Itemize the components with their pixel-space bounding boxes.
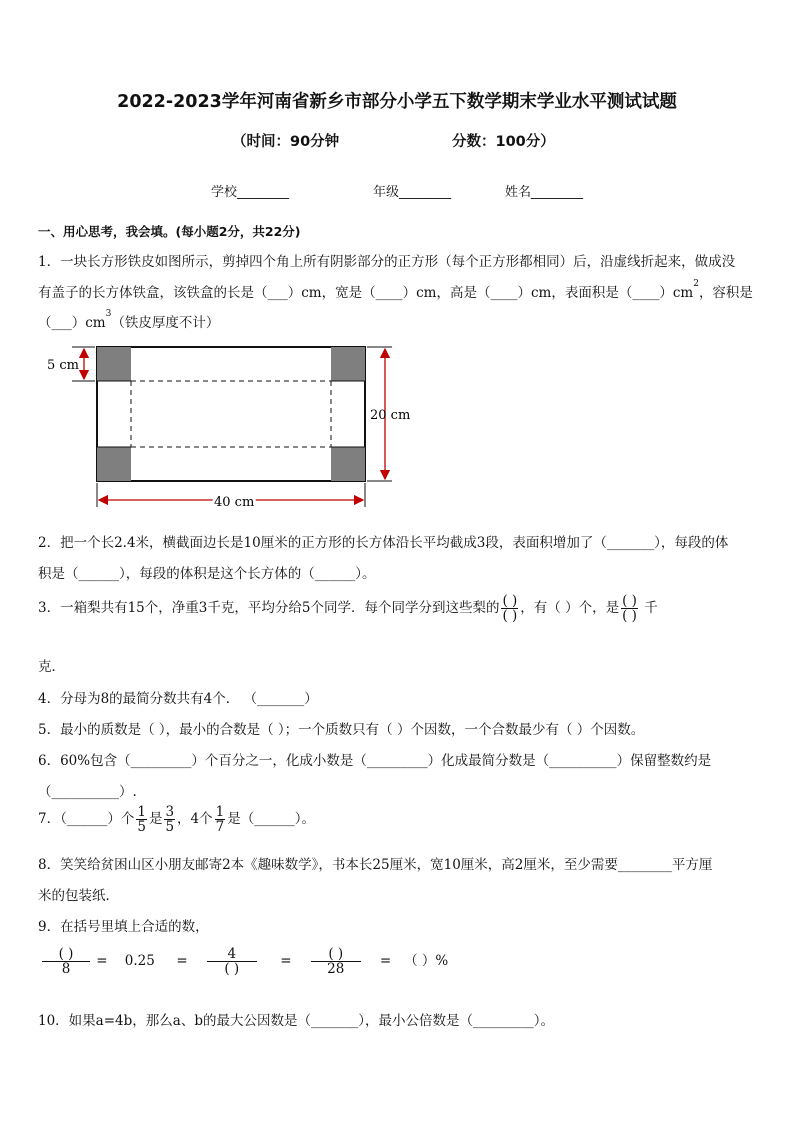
sheet-outline xyxy=(97,347,365,481)
section-heading: 一、用心思考，我会填。(每小题2分，共22分) xyxy=(38,224,301,239)
label-40cm: 40 cm xyxy=(214,495,255,510)
q3-fraction-blank: $\frac{( )}{( )}$ xyxy=(502,593,518,624)
q10: 10．如果a=4b，那么a、b的最大公因数是（_______），最小公倍数是（_________）。 xyxy=(38,1013,554,1029)
q3-line2: 克． xyxy=(38,659,65,675)
q1-line2: 有盖子的长方体铁盒，该铁盒的长是（___）cm，宽是（____）cm，高是（____）cm，表面积是$(\_\_\_\_)cm^2$，容积是 xyxy=(38,279,753,301)
corner-square xyxy=(97,447,131,481)
q5: 5．最小的质数是（ ），最小的合数是（ ）；一个质数只有（ ）个因数，一个合数最少有（ ）个因数。 xyxy=(38,722,645,738)
exam-time: （时间：90分钟 xyxy=(232,134,340,150)
corner-square xyxy=(97,347,131,381)
q1-line1: 1．一块长方形铁皮如图所示，剪掉四个角上所有阴影部分的正方形（每个正方形都相同）后，沿虚线折起来，做成没 xyxy=(38,254,736,270)
q9-line1: 9．在括号里填上合适的数， xyxy=(38,919,209,935)
exam-score: 分数：100分） xyxy=(452,134,555,150)
q2-line1: 2．把一个长2.4米，横截面边长是10厘米的正方形的长方体沿长平均截成3段，表面积增加了（_______），每段的体 xyxy=(38,535,729,551)
school-field: 学校________ xyxy=(211,185,290,200)
corner-square xyxy=(331,447,365,481)
name-field: 姓名________ xyxy=(505,185,584,200)
label-20cm: 20 cm xyxy=(370,408,411,423)
label-5cm: 5 cm xyxy=(47,358,80,373)
q3-fraction-blank: $\frac{( )}{( )}$ xyxy=(622,593,637,624)
q6-line2: （__________）. xyxy=(38,784,137,800)
q3-line1: 3．一箱梨共有15个，净重3千克，平均分给5个同学．每个同学分到这些梨的 $\frac{( )}{( )}$ ，有（ ）个，是 $\frac{( )}{( )}$ 千 xyxy=(38,593,658,624)
q9-equation: $\frac{( )}{8}$ = 0.25 = $\frac{4}{( )}$ = $\frac{( )}{28}$ = （ ）% xyxy=(40,947,448,976)
page-title: 2022-2023学年河南省新乡市部分小学五下数学期末学业水平测试试题 xyxy=(117,92,677,112)
q1-line3: $(\_\_\_)cm^3$（铁皮厚度不计） xyxy=(38,309,220,331)
q7: 7．（______）个 $\frac{1}{5}$ 是 $\frac{3}{5}$ ，4个 $\frac{1}{7}$ 是（______）。 xyxy=(38,804,315,835)
q8-line1: 8．笑笑给贫困山区小朋友邮寄2本《趣味数学》，书本长25厘米，宽10厘米，高2厘米，至少需要________平方厘 xyxy=(38,857,713,873)
q1-diagram xyxy=(0,330,794,520)
q8-line2: 米的包装纸． xyxy=(38,888,119,904)
q4: 4．分母为8的最简分数共有4个． （_______） xyxy=(38,691,318,707)
corner-square xyxy=(331,347,365,381)
q6-line1: 6．60%包含（_________）个百分之一，化成小数是（_________）化成最简分数是（__________）保留整数约是 xyxy=(38,753,712,769)
q2-line2: 积是（______），每段的体积是这个长方体的（______）。 xyxy=(38,566,376,582)
grade-field: 年级________ xyxy=(373,185,452,200)
